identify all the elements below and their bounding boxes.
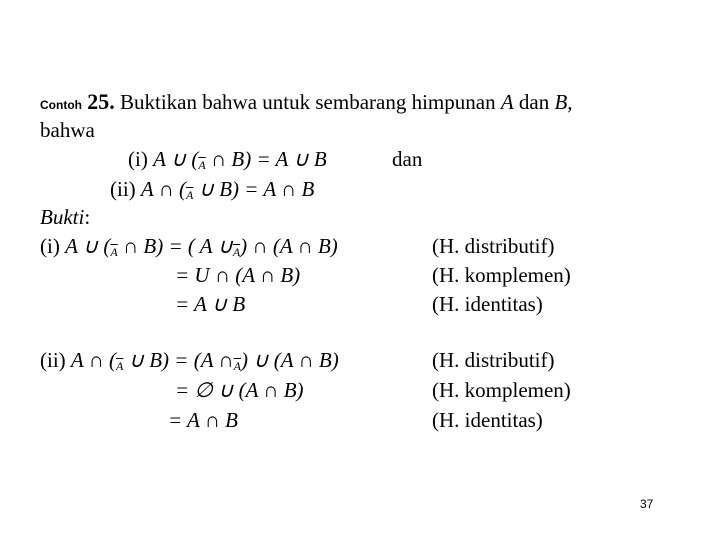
complement-a-bar: $\overline{A}$ [186,188,194,202]
proof-i-l1-b: ∩ B) = ( A ∪ [122,234,233,258]
statement-ii-lhs-b: ∪ B) = A ∩ B [198,177,315,201]
statement-dan: dan [392,147,423,171]
problem-heading [40,90,573,117]
proof-i-line1 [40,234,338,261]
complement-a-bar: $\overline{A}$ [232,245,241,259]
problem-number: 25. [87,89,115,114]
statement-ii [110,177,314,204]
proof-i-reason3: (H. identitas) [432,292,543,316]
page-number: 37 [640,497,654,511]
bukti-colon: : [84,205,91,229]
statement-ii-lhs-a: A ∩ ( [140,177,187,201]
bukti-label: Bukti [40,205,85,229]
problem-text: Buktikan bahwa untuk sembarang himpunan [119,90,496,114]
bukti-heading [40,205,90,229]
var-a: A [500,90,514,114]
proof-i-reason2: (H. komplemen) [432,263,571,287]
proof-ii-reason1: (H. distributif) [432,348,555,372]
contoh-label: Contoh [40,98,82,112]
complement-a-bar: $\overline{A}$ [233,359,241,373]
proof-i-l1-a: A ∪ ( [65,234,111,258]
proof-i-reason1: (H. distributif) [432,234,555,258]
statement-i-label: (i) [128,147,148,171]
proof-i-label: (i) [40,234,60,258]
proof-i-l1-c: ) ∩ (A ∩ B) [240,234,338,258]
var-b: B, [554,90,573,114]
problem-line2: bahwa [40,118,95,142]
proof-ii-line1 [40,348,339,375]
proof-ii-l1-b: ∪ B) = (A ∩ [128,348,234,372]
proof-ii-l1-c: ) ∪ (A ∩ B) [240,348,339,372]
proof-i-line2: = U ∩ (A ∩ B) [175,263,301,287]
statement-ii-label: (ii) [110,177,136,201]
proof-ii-reason3: (H. identitas) [432,408,543,432]
statement-i-lhs-b: ∩ B) = A ∪ B [210,147,327,171]
complement-a-bar: $\overline{A}$ [110,245,118,259]
proof-ii-reason2: (H. komplemen) [432,378,571,402]
dan-word: dan [518,90,550,114]
proof-ii-label: (ii) [40,348,66,372]
proof-i-line3: = A ∪ B [175,292,246,316]
complement-a-bar: $\overline{A}$ [116,359,124,373]
proof-ii-l1-a: A ∩ ( [70,348,117,372]
statement-i-lhs-a: A ∪ ( [153,147,199,171]
statement-i [128,147,327,174]
proof-ii-line3: = A ∩ B [168,408,238,432]
complement-a-bar: $\overline{A}$ [198,158,206,172]
proof-ii-line2: = ∅ ∪ (A ∩ B) [175,378,304,402]
